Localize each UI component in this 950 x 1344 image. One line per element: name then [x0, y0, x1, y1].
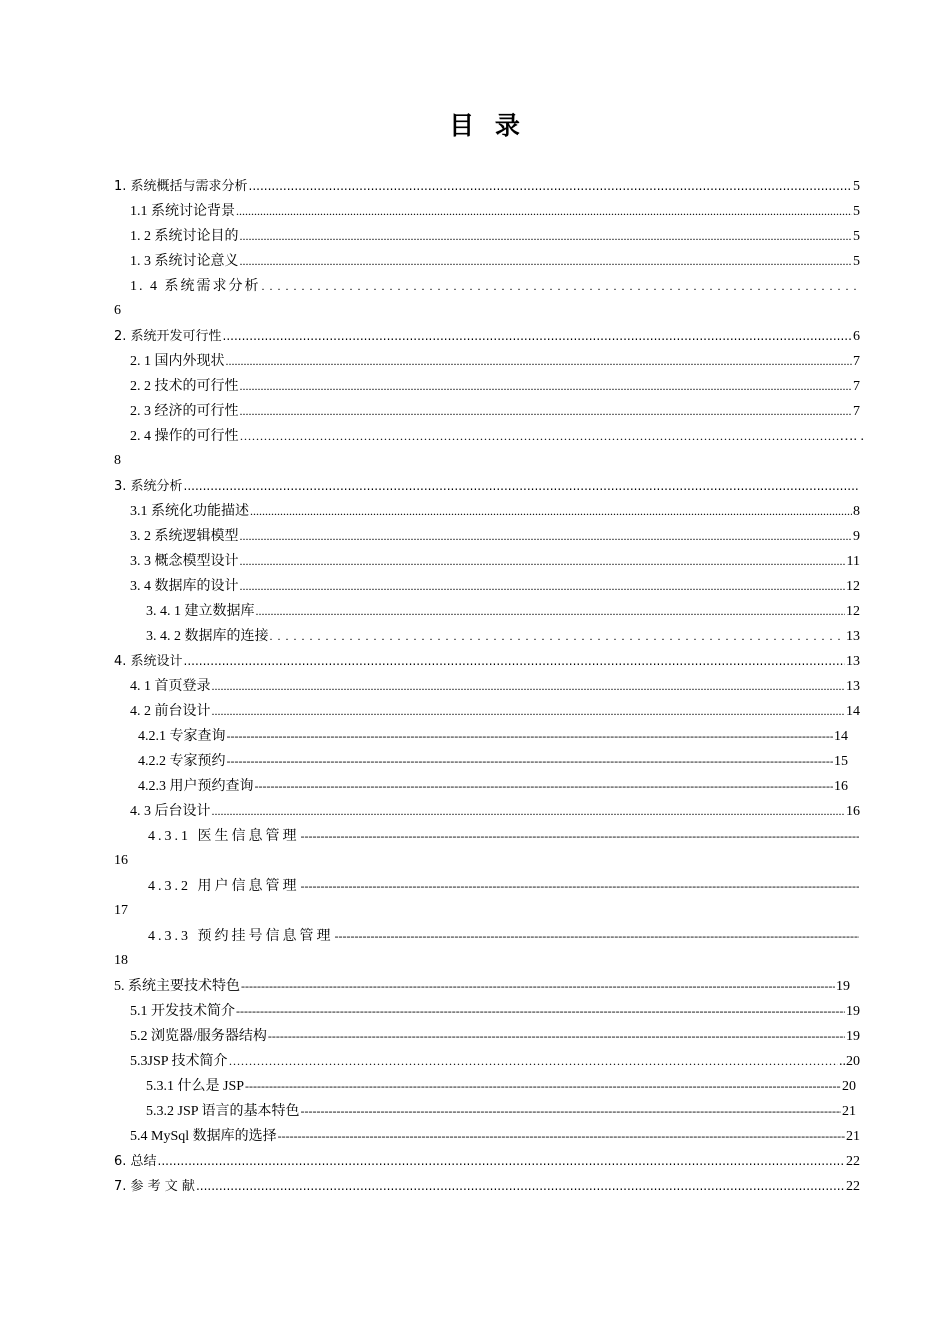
toc-entry[interactable] [130, 1000, 860, 1022]
toc-entry-title: 4.3.2 用户信息管理 [148, 879, 300, 894]
toc-entry[interactable] [148, 875, 860, 897]
toc-entry-title: 5.4 MySql 数据库的选择 [130, 1129, 277, 1144]
toc-entry-title: 5. 系统主要技术特色 [114, 979, 240, 994]
toc-entry-page: 20 [846, 1054, 860, 1069]
toc-entry-title: 4.3.1 医生信息管理 [148, 829, 300, 844]
toc-entry[interactable] [138, 750, 848, 772]
toc-leader [240, 375, 853, 397]
toc-entry-page: 16 [114, 853, 128, 868]
toc-leader [158, 1150, 845, 1172]
toc-entry-title: 3. 4. 1 建立数据库 [146, 604, 255, 619]
toc-leader [196, 1175, 845, 1197]
toc-leader [223, 325, 852, 347]
toc-leader [184, 475, 859, 497]
toc-entry-page: 8 [114, 453, 121, 468]
toc-entry[interactable] [130, 225, 860, 247]
toc-entry-title: 1. 2 系统讨论目的 [130, 229, 239, 244]
toc-entry[interactable] [114, 1150, 860, 1172]
toc-leader-tail: .. [839, 1054, 846, 1069]
toc-leader [240, 400, 853, 422]
toc-entry[interactable] [146, 600, 860, 622]
toc-entry-page: 20 [842, 1079, 856, 1094]
toc-entry-page: 12 [846, 604, 860, 619]
toc-entry[interactable] [130, 425, 864, 447]
toc-leader [227, 725, 834, 747]
toc-entry[interactable] [146, 625, 860, 647]
toc-entry-title: 5.3.2 JSP 语言的基本特色 [146, 1104, 300, 1119]
toc-entry[interactable] [130, 525, 860, 547]
toc-entry-page: 19 [846, 1029, 860, 1044]
toc-entry[interactable] [130, 200, 860, 222]
toc-leader [212, 675, 846, 697]
toc-leader [226, 350, 853, 372]
toc-entry-page: 19 [846, 1004, 860, 1019]
toc-entry[interactable] [114, 975, 850, 997]
toc-entry-page: 17 [114, 903, 128, 918]
toc-entry-page: 6 [853, 329, 860, 344]
toc-leader [278, 1125, 845, 1147]
toc-entry-page: 19 [836, 979, 850, 994]
toc-entry-page: 15 [834, 754, 848, 769]
page-title: 目 录 [449, 111, 526, 140]
toc-leader [301, 875, 860, 897]
toc-entry[interactable] [130, 350, 860, 372]
toc-entry[interactable] [146, 1075, 856, 1097]
toc-entry[interactable] [130, 400, 860, 422]
toc-entry-title: 3. 4. 2 数据库的连接 [146, 629, 269, 644]
toc-leader [212, 700, 846, 722]
toc-entry[interactable] [130, 1025, 860, 1047]
toc-entry-title: 4. 2 前台设计 [130, 704, 211, 719]
toc-entry[interactable] [130, 675, 860, 697]
toc-leader [249, 175, 852, 197]
toc-entry-title: 4.3.3 预约挂号信息管理 [148, 929, 334, 944]
toc-entry-page: 5 [853, 229, 860, 244]
toc-entry-page: 5 [853, 254, 860, 269]
toc-entry-title: 2. 2 技术的可行性 [130, 379, 239, 394]
toc-entry-page: 13 [846, 679, 860, 694]
toc-entry-title: 3. 4 数据库的设计 [130, 579, 239, 594]
toc-entry-page: 9 [853, 529, 860, 544]
toc-entry-page: 7 [853, 379, 860, 394]
toc-entry-title: 2. 4 操作的可行性 [130, 429, 239, 444]
toc-leader [335, 925, 860, 947]
toc-leader [270, 625, 846, 647]
toc-entry-title: 5.3JSP 技术简介 [130, 1054, 228, 1069]
toc-entry-page: 14 [846, 704, 860, 719]
toc-entry[interactable] [114, 325, 860, 347]
toc-entry-title: 7. 参 考 文 献 [114, 1179, 195, 1194]
toc-entry-title: 2. 系统开发可行性 [114, 329, 222, 344]
toc-leader [245, 1075, 841, 1097]
toc-leader [240, 525, 853, 547]
toc-entry[interactable] [138, 725, 848, 747]
toc-entry-title: 3. 3 概念模型设计 [130, 554, 239, 569]
toc-leader [240, 550, 846, 572]
toc-entry-title: 2. 3 经济的可行性 [130, 404, 239, 419]
toc-entry[interactable] [114, 650, 860, 672]
toc-entry-title: 4. 1 首页登录 [130, 679, 211, 694]
toc-entry-page: 16 [846, 804, 860, 819]
toc-entry-page: 5 [853, 179, 860, 194]
toc-leader [301, 825, 860, 847]
toc-entry-page: 7 [853, 354, 860, 369]
toc-entry-title: 4.2.3 用户预约查询 [138, 779, 254, 794]
toc-entry-page: 11 [846, 554, 860, 569]
toc-entry[interactable] [130, 1050, 860, 1072]
toc-entry-title: 3.1 系统化功能描述 [130, 504, 249, 519]
toc-leader [262, 275, 860, 297]
toc-leader [229, 1050, 838, 1072]
toc-entry-page: 8 [853, 504, 860, 519]
toc-leader [268, 1025, 845, 1047]
toc-entry-page: 21 [846, 1129, 860, 1144]
toc-entry[interactable] [130, 250, 860, 272]
toc-entry[interactable] [148, 825, 860, 847]
toc-entry[interactable] [148, 925, 860, 947]
toc-leader [301, 1100, 841, 1122]
toc-leader [250, 500, 852, 522]
toc-entry[interactable] [130, 700, 860, 722]
toc-entry-page: 12 [846, 579, 860, 594]
toc-entry-title: 6. 总结 [114, 1154, 157, 1169]
toc-entry-title: 4. 系统设计 [114, 654, 183, 669]
toc-entry-title: 5.3.1 什么是 JSP [146, 1079, 245, 1094]
toc-entry-title: 1. 系统概括与需求分析 [114, 179, 248, 194]
toc-entry[interactable] [114, 1175, 860, 1197]
toc-entry[interactable] [130, 550, 860, 572]
toc-entry-page: 18 [114, 953, 128, 968]
toc-leader [236, 1000, 845, 1022]
toc-leader [255, 775, 834, 797]
toc-entry[interactable] [138, 775, 848, 797]
toc-leader [227, 750, 834, 772]
toc-entry-page: 22 [846, 1179, 860, 1194]
toc-entry-title: 1.1 系统讨论背景 [130, 204, 235, 219]
toc-entry-title: 5.2 浏览器/服务器结构 [130, 1029, 267, 1044]
toc-leader [212, 800, 846, 822]
toc-entry-page: 21 [842, 1104, 856, 1119]
toc-entry-page: 13 [846, 654, 860, 669]
toc-leader [240, 575, 846, 597]
toc-leader [184, 650, 845, 672]
toc-entry-title: 1. 4 系统需求分析 [130, 279, 261, 294]
toc-entry-title: 5.1 开发技术简介 [130, 1004, 235, 1019]
toc-entry-page: 22 [846, 1154, 860, 1169]
toc-entry-title: 4.2.1 专家查询 [138, 729, 226, 744]
toc-entry-title: 2. 1 国内外现状 [130, 354, 225, 369]
toc-entry[interactable] [130, 275, 860, 297]
toc-leader-tail: …. . [839, 429, 864, 444]
toc-entry-page: 6 [114, 303, 121, 318]
toc-entry-title: 3. 2 系统逻辑模型 [130, 529, 239, 544]
toc-entry[interactable] [130, 500, 860, 522]
toc-leader [236, 200, 852, 222]
toc-entry[interactable] [114, 175, 860, 197]
toc-leader [240, 425, 839, 447]
toc-entry[interactable] [130, 375, 860, 397]
toc-leader [240, 225, 853, 247]
toc-leader [256, 600, 846, 622]
toc-entry-page: 5 [853, 204, 860, 219]
toc-entry-title: 3. 系统分析 [114, 479, 183, 494]
toc-entry[interactable] [130, 1125, 860, 1147]
toc-leader [241, 975, 835, 997]
toc-entry-page: 13 [846, 629, 860, 644]
toc-entry-title: 4. 3 后台设计 [130, 804, 211, 819]
toc-entry-page: 7 [853, 404, 860, 419]
toc-entry[interactable] [114, 475, 860, 497]
toc-entry-title: 4.2.2 专家预约 [138, 754, 226, 769]
toc-entry-page: 14 [834, 729, 848, 744]
toc-entry-page: 16 [834, 779, 848, 794]
toc-leader [240, 250, 853, 272]
toc-entry[interactable] [130, 575, 860, 597]
toc-entry[interactable] [130, 800, 860, 822]
toc-entry-title: 1. 3 系统讨论意义 [130, 254, 239, 269]
toc-entry[interactable] [146, 1100, 856, 1122]
